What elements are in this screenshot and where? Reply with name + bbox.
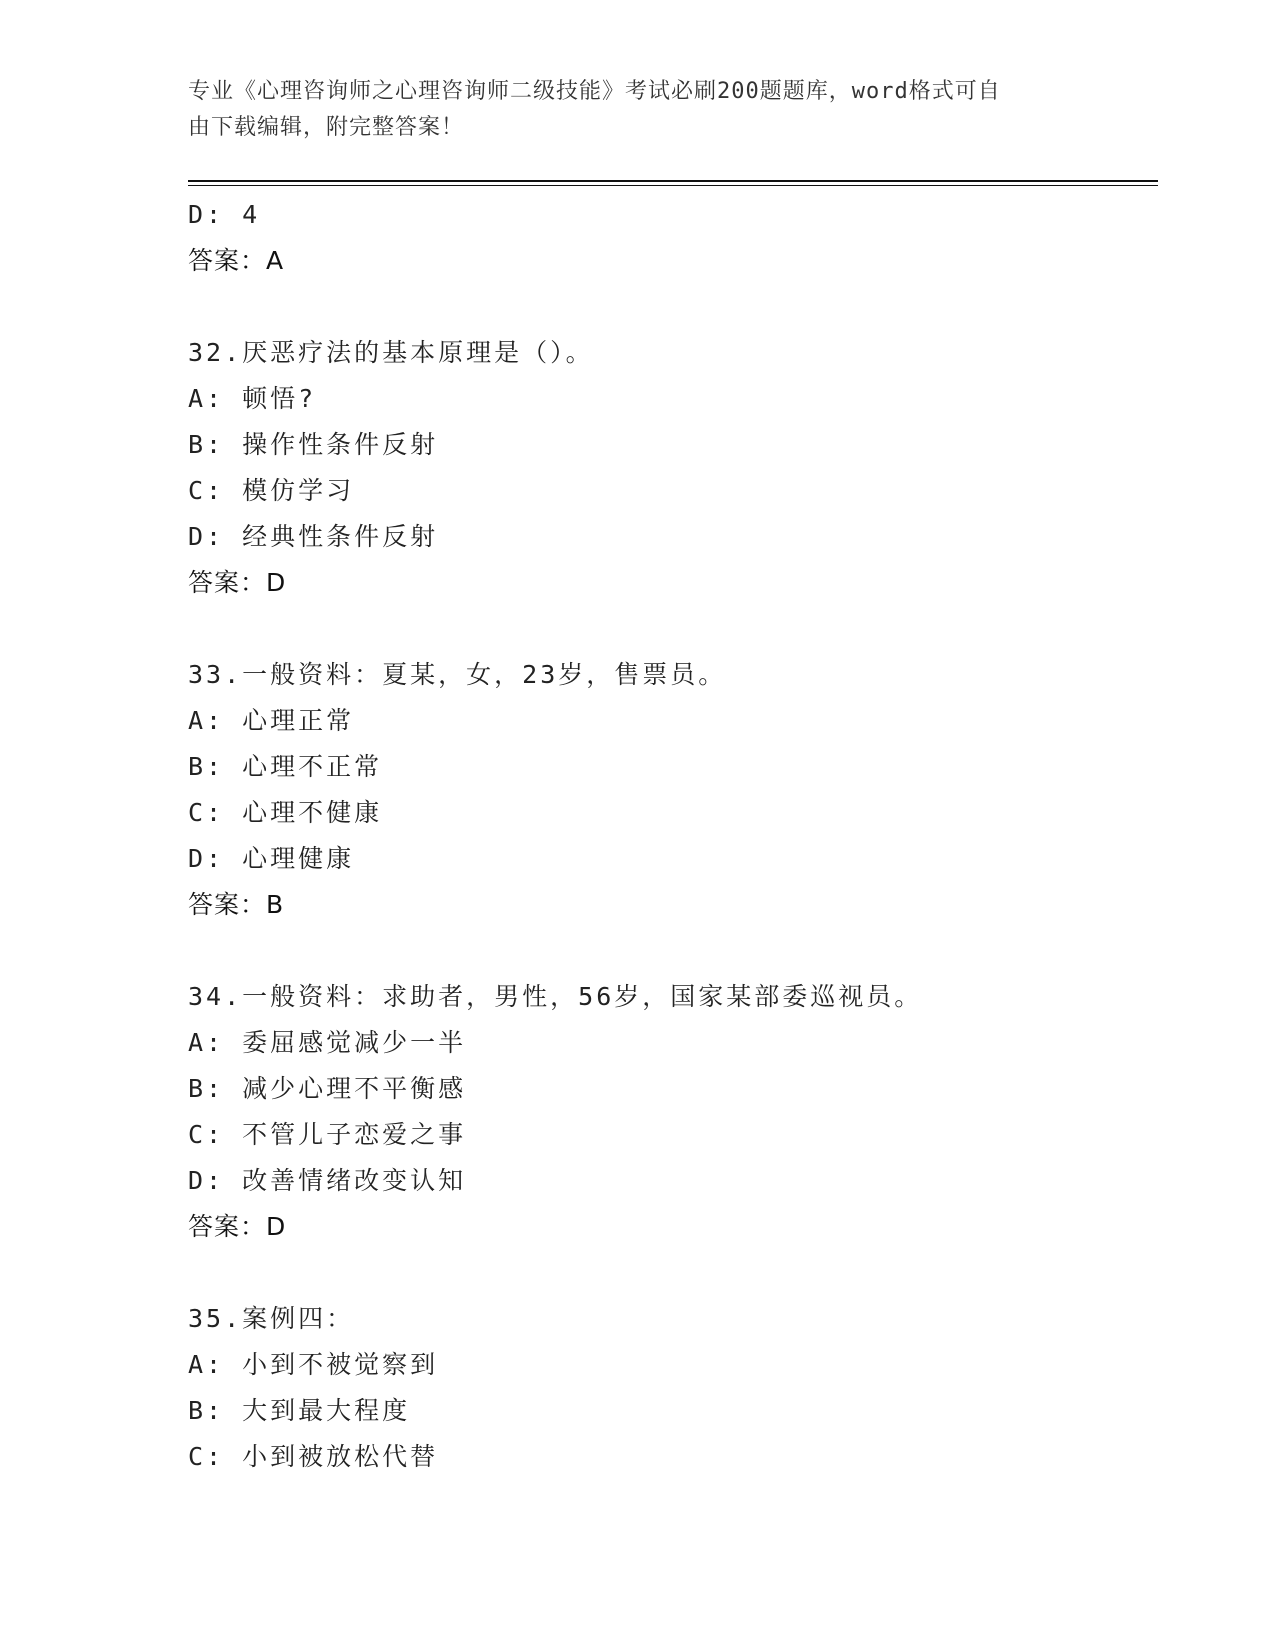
answer-line: 答案：D <box>188 568 287 597</box>
question-stem: 34.一般资料：求助者，男性，56岁，国家某部委巡视员。 <box>188 982 923 1011</box>
option-c: C: 不管儿子恋爱之事 <box>188 1120 467 1149</box>
answer-line: 答案：A <box>188 246 285 275</box>
option-b: B: 操作性条件反射 <box>188 430 439 459</box>
option-d: D: 心理健康 <box>188 844 355 873</box>
previous-question-tail <box>188 192 1158 284</box>
answer-line: 答案：B <box>188 890 285 919</box>
option-d: D: 经典性条件反射 <box>188 522 439 551</box>
option-b: B: 大到最大程度 <box>188 1396 411 1425</box>
spacer <box>188 928 1158 974</box>
option-b: B: 减少心理不平衡感 <box>188 1074 467 1103</box>
option-a: A: 小到不被觉察到 <box>188 1350 439 1379</box>
question-stem: 35.案例四： <box>188 1304 355 1333</box>
question-list <box>188 192 1158 1480</box>
spacer <box>188 284 1158 330</box>
header-line-2: 由下载编辑，附完整答案！ <box>188 115 465 140</box>
option-a: A: 心理正常 <box>188 706 355 735</box>
option-c: C: 心理不健康 <box>188 798 383 827</box>
header-divider-thick <box>188 180 1158 182</box>
question-stem: 33.一般资料：夏某，女，23岁，售票员。 <box>188 660 727 689</box>
option-c: C: 小到被放松代替 <box>188 1442 439 1471</box>
option-d: D: 4 <box>188 200 261 229</box>
answer-line: 答案：D <box>188 1212 287 1241</box>
option-a: A: 委屈感觉减少一半 <box>188 1028 467 1057</box>
option-a: A: 顿悟? <box>188 384 317 413</box>
question-stem: 32.厌恶疗法的基本原理是（）。 <box>188 338 594 367</box>
header-divider-thin <box>188 185 1158 186</box>
spacer <box>188 606 1158 652</box>
document-header <box>188 74 1088 146</box>
option-d: D: 改善情绪改变认知 <box>188 1166 467 1195</box>
question-32 <box>188 330 1158 606</box>
option-b: B: 心理不正常 <box>188 752 383 781</box>
question-33 <box>188 652 1158 928</box>
header-line-1: 专业《心理咨询师之心理咨询师二级技能》考试必刷200题题库，word格式可自 <box>188 79 1001 104</box>
question-34 <box>188 974 1158 1250</box>
spacer <box>188 1250 1158 1296</box>
question-35 <box>188 1296 1158 1480</box>
option-c: C: 模仿学习 <box>188 476 355 505</box>
